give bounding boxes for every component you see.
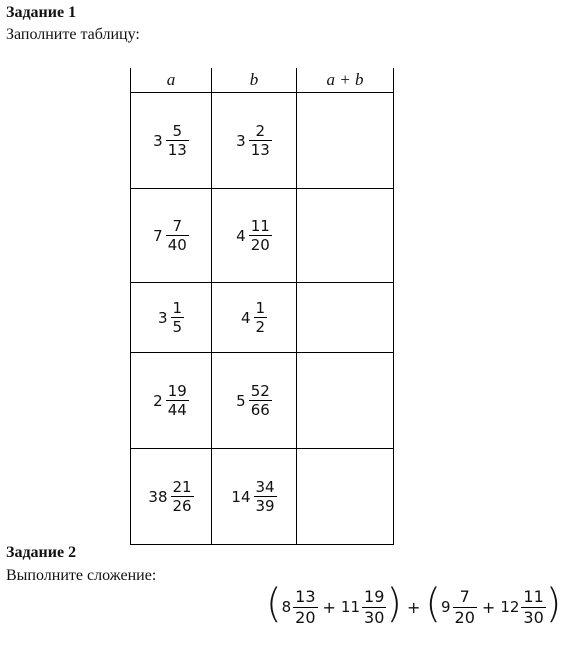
denominator: 2 [255,318,266,336]
task1-instruction: Заполните таблицу: [6,26,140,43]
denominator: 26 [172,497,192,515]
cell-sum[interactable] [297,353,394,449]
denominator: 20 [454,607,475,627]
cell-a [131,449,212,545]
mixed-number [236,123,272,159]
numerator: 7 [172,216,183,235]
mixed-number [153,383,189,419]
fraction [362,588,386,626]
fraction [171,300,185,336]
mixed-number [231,479,276,515]
cell-sum[interactable] [297,283,394,353]
whole-part: 38 [148,487,168,506]
task2-title: Задание 2 [6,544,77,561]
numerator: 7 [459,587,470,606]
whole-part: 4 [236,226,246,245]
fraction [293,588,317,626]
mixed-number [236,218,272,254]
cell-b [212,93,297,189]
fraction [166,218,189,254]
header-a: a [131,68,212,93]
fraction [249,218,272,254]
task2-instruction: Выполните сложение: [6,567,157,584]
denominator: 40 [167,236,187,254]
cell-b [212,283,297,353]
numerator: 1 [255,298,266,317]
mixed-number [158,300,184,336]
header-sum: a + b [297,68,394,93]
fraction [453,588,477,626]
denominator: 20 [295,607,316,627]
cell-b [212,449,297,545]
denominator: 39 [255,497,275,515]
denominator: 20 [250,236,270,254]
cell-a [131,353,212,449]
task1-title: Задание 1 [6,4,77,21]
numerator: 19 [167,381,187,400]
cell-sum[interactable] [297,189,394,283]
plus-sign: + [322,597,336,617]
mixed-number [500,588,545,626]
whole-part: 8 [281,598,292,617]
numerator: 1 [172,298,183,317]
denominator: 30 [523,607,544,627]
open-paren: ( [425,581,441,628]
cell-a [131,93,212,189]
table-row [131,93,394,189]
whole-part: 3 [153,131,163,150]
fraction [521,588,545,626]
mixed-number [153,218,189,254]
cell-b [212,189,297,283]
cell-a [131,189,212,283]
numerator: 34 [255,477,275,496]
whole-part: 11 [340,598,361,617]
close-paren: ) [386,581,402,628]
denominator: 44 [167,401,187,419]
open-paren: ( [266,581,282,628]
plus-sign: + [481,597,496,617]
mixed-number [241,300,267,336]
cell-sum[interactable] [297,449,394,545]
fraction [249,123,272,159]
mixed-number [236,383,272,419]
table-row [131,353,394,449]
fraction [166,123,189,159]
whole-part: 12 [500,598,520,617]
numerator: 11 [523,587,544,606]
whole-part: 7 [153,226,163,245]
whole-part: 3 [157,308,168,327]
mixed-number [282,588,318,626]
mixed-number [148,479,193,515]
numerator: 11 [250,216,270,235]
mixed-number [441,588,477,626]
numerator: 13 [295,587,316,606]
whole-part: 3 [236,131,246,150]
cell-a [131,283,212,353]
numerator: 52 [250,381,270,400]
fraction [254,479,277,515]
cell-b [212,353,297,449]
denominator: 13 [250,141,270,159]
denominator: 13 [167,141,187,159]
denominator: 30 [364,607,385,627]
fraction [249,383,272,419]
table-row [131,189,394,283]
numerator: 21 [172,477,192,496]
whole-part: 9 [441,598,451,617]
plus-sign: + [406,597,421,617]
fraction [171,479,194,515]
table-row [131,449,394,545]
numerator: 2 [255,121,266,140]
table-header-row [131,68,394,93]
numerator: 19 [364,587,385,606]
whole-part: 4 [240,308,251,327]
whole-part: 14 [231,487,251,506]
header-b: b [212,68,297,93]
mixed-number [153,123,189,159]
addition-expression [266,581,562,628]
whole-part: 5 [236,391,246,410]
close-paren: ) [545,581,562,628]
fraction [254,300,268,336]
whole-part: 2 [153,391,163,410]
denominator: 66 [250,401,270,419]
cell-sum[interactable] [297,93,394,189]
numerator: 5 [172,121,183,140]
fraction [166,383,189,419]
mixed-number [341,588,386,626]
denominator: 5 [172,318,183,336]
table-row [131,283,394,353]
fractions-table [130,68,394,545]
